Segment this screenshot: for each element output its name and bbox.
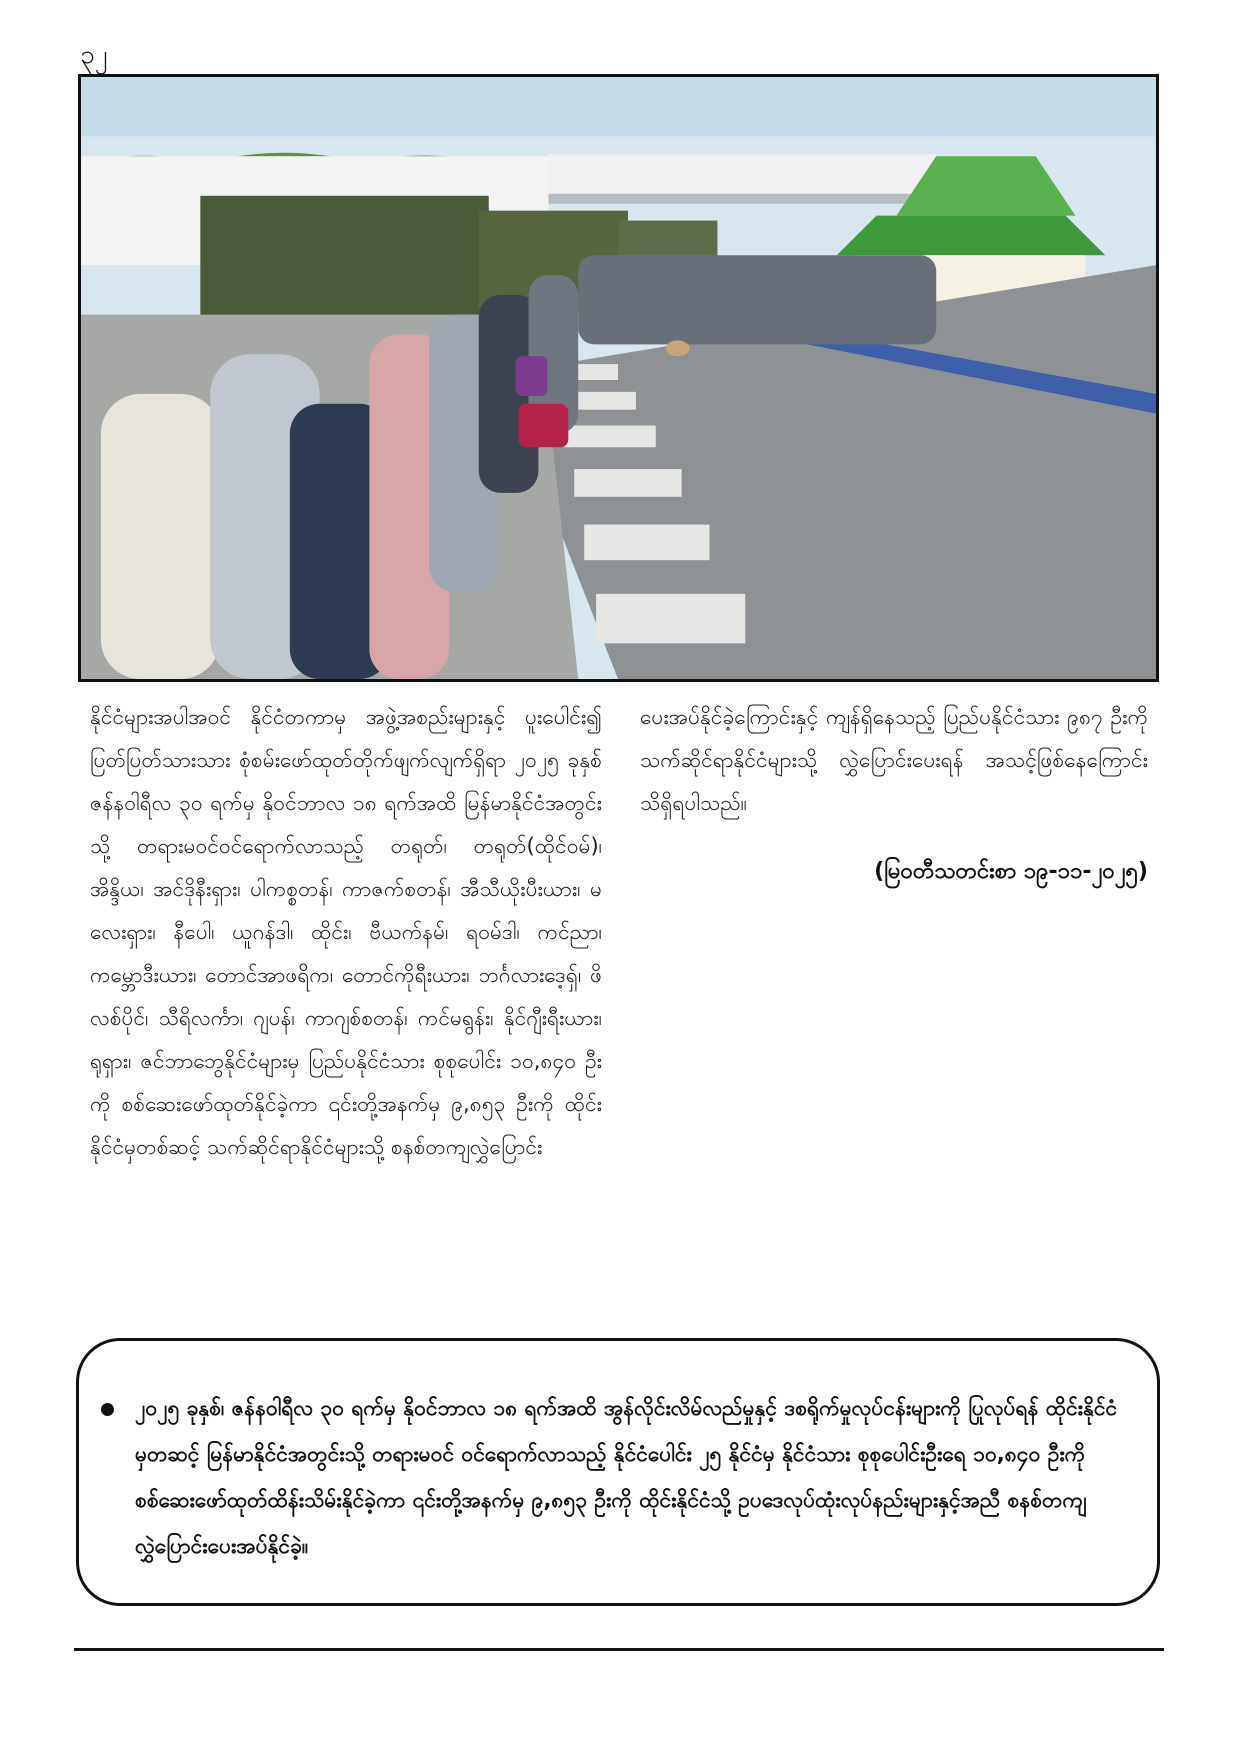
summary-text: ၂၀၂၅ ခုနှစ်၊ ဇန်နဝါရီလ ၃၀ ရက်မှ နိုဝင်ဘာလ ၁၈ ရက်အထိ အွန်လိုင်းလိမ်လည်မှုနှင့် ဒစရိုက်မှုလုပ်ငန်းများကို ပြုလုပ်ရန် ထိုင်းနိုင်ငံမှတဆင့် မြန်မာနိုင်ငံအတွင်းသို့ တရားမဝင် ဝင်ရောက်လာသည့် နိုင်ငံပေါင်း ၂၅ နိုင်ငံမှ နိုင်ငံသား စုစုပေါင်းဦးရေ ၁၀,၈၄၀ ဦးကို စစ်ဆေးဖော်ထုတ်ထိန်းသိမ်းနိုင်ခဲ့ကာ ၎င်းတို့အနက်မှ ၉,၈၅၃ ဦးကို ထိုင်းနိုင်ငံသို့ ဥပဒေလုပ်ထုံးလုပ်နည်းများနှင့်အညီ စနစ်တကျ လွှဲပြောင်းပေးအပ်နိုင်ခဲ့။ (135, 1396, 1118, 1558)
crosswalk (564, 426, 655, 448)
photo-illustration (81, 77, 1156, 679)
dog (666, 340, 690, 356)
crosswalk (584, 525, 709, 561)
article-left-column: နိုင်ငံများအပါအဝင် နိုင်ငံတကာမှ အဖွဲ့အစည်းများနှင့် ပူးပေါင်း၍ ပြတ်ပြတ်သားသား စုံစမ်းဖော်ထုတ်တိုက်ဖျက်လျက်ရှိရာ ၂၀၂၅ ခုနှစ် ဇန်နဝါရီလ ၃၀ ရက်မှ နိုဝင်ဘာလ ၁၈ ရက်အထိ မြန်မာနိုင်ငံအတွင်းသို့ တရားမဝင်ဝင်ရောက်လာသည့် တရုတ်၊ တရုတ်(ထိုင်ဝမ်)၊ အိန္ဒိယ၊ အင်ဒိုနီးရှား၊ ပါကစ္စတန်၊ ကာဇက်စတန်၊ အီသီယိုးပီးယား၊ မလေးရှား၊ နီပေါ၊ ယူဂန်ဒါ၊ ထိုင်း၊ ဗီယက်နမ်၊ ရဝမ်ဒါ၊ ကင်ညာ၊ ကမ္ဘောဒီးယား၊ တောင်အာဖရိက၊ တောင်ကိုရီးယား၊ ဘင်္ဂလားဒေ့ရှ်၊ ဖိလစ်ပိုင်၊ သီရိလင်္ကာ၊ ဂျပန်၊ ကာဂျစ်စတန်၊ ကင်မရွန်း၊ နိုင်ဂျီးရီးယား၊ ရုရှား၊ ဇင်ဘာဘွေနိုင်ငံများမှ ပြည်ပနိုင်ငံသား စုစုပေါင်း ၁၀,၈၄၀ ဦးကို စစ်ဆေးဖော်ထုတ်နိုင်ခဲ့ကာ ၎င်းတို့အနက်မှ ၉,၈၅၃ ဦးကို ထိုင်းနိုင်ငံမှတစ်ဆင့် သက်ဆိုင်ရာနိုင်ငံများသို့ စနစ်တကျလွှဲပြောင်း (90, 705, 602, 1159)
article-right-column: ပေးအပ်နိုင်ခဲ့ကြောင်းနှင့် ကျန်ရှိနေသည့် ပြည်ပနိုင်ငံသား ၉၈၇ ဦးကို သက်ဆိုင်ရာနိုင်ငံများသို့ လွှဲပြောင်းပေးရန် အသင့်ဖြစ်နေကြောင်း သိရှိရပါသည်။ (640, 705, 1148, 815)
summary-box (76, 1338, 1160, 1606)
bullet-icon (101, 1403, 114, 1416)
suitcase (519, 404, 569, 448)
news-photo (78, 74, 1159, 682)
crosswalk (574, 469, 681, 497)
footer-rule (74, 1648, 1164, 1651)
suitcase (516, 356, 548, 396)
army-truck (200, 196, 488, 325)
sky-upper (81, 77, 1156, 136)
page-number: ၃၂ (80, 40, 108, 70)
green-roof-pavilion (837, 216, 1106, 256)
terminal-canopy (548, 154, 936, 194)
article-source: (မြဝတီသတင်းစာ ၁၉-၁၁-၂၀၂၅) (874, 859, 1148, 884)
crosswalk (596, 594, 745, 644)
